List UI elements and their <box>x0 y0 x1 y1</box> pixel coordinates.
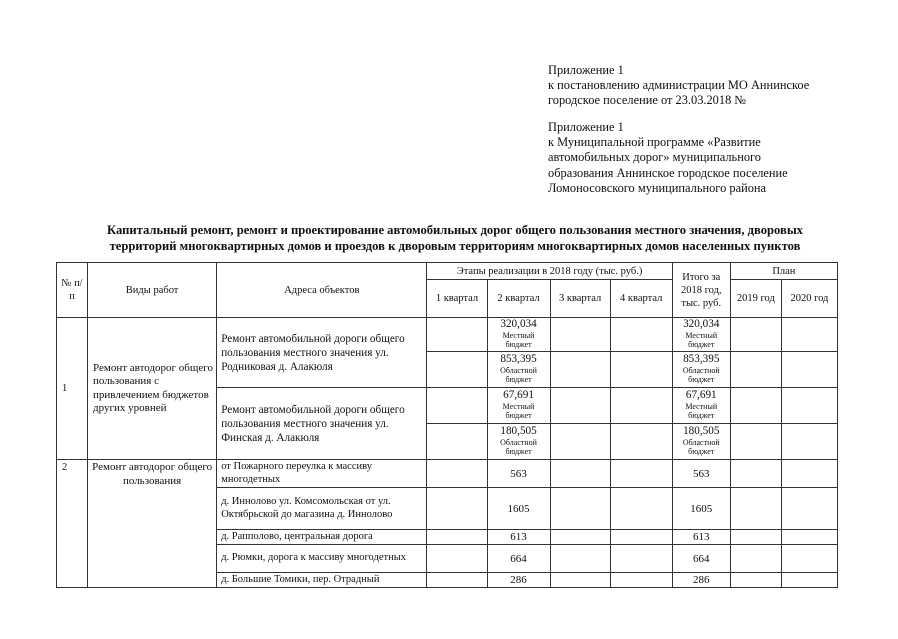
budget-source-label: Областной бюджет <box>682 437 720 457</box>
plan-2020-cell <box>781 352 837 388</box>
q3-cell <box>550 352 610 388</box>
header-q1: 1 квартал <box>427 280 487 318</box>
plan-2019-cell <box>730 318 781 352</box>
table-row <box>57 318 838 352</box>
plan-2019-cell <box>730 488 781 530</box>
q2-value: 853,395 <box>500 353 537 366</box>
appendix-line: городское поселение от 23.03.2018 № <box>548 93 747 108</box>
budget-source-label: Местный бюджет <box>685 330 718 350</box>
plan-2019-cell <box>730 388 781 424</box>
total-cell <box>672 318 730 352</box>
q1-cell <box>427 318 487 352</box>
total-value: 664 <box>672 545 730 573</box>
table-row <box>57 460 838 488</box>
work-type-cell: Ремонт автодорог общего пользования с привлечением бюджетов других уровней <box>88 318 217 460</box>
appendix-line: к постановлению администрации МО Аннинское <box>548 78 810 93</box>
q2-cell <box>487 388 550 424</box>
q2-value: 320,034 <box>500 318 537 331</box>
address-cell: д. Иннолово ул. Комсомольская от ул. Октябрьской до магазина д. Иннолово <box>217 488 427 530</box>
plan-2019-cell <box>730 424 781 460</box>
q4-cell <box>610 352 672 388</box>
budget-source-label: Местный бюджет <box>502 330 535 350</box>
plan-2019-cell <box>730 460 781 488</box>
q4-cell <box>610 488 672 530</box>
q2-value: 286 <box>487 573 550 588</box>
document-title <box>70 222 840 254</box>
q4-cell <box>610 530 672 545</box>
q1-cell <box>427 424 487 460</box>
address-cell: Ремонт автомобильной дороги общего пользования местного значения ул. Финская д. Алакюля <box>217 388 427 460</box>
appendix-line: образования Аннинское городское поселение <box>548 165 788 180</box>
header-row <box>57 263 838 280</box>
total-value: 613 <box>672 530 730 545</box>
header-work-type: Виды работ <box>88 263 217 318</box>
work-type-cell: Ремонт автодорог общего пользования <box>88 460 217 588</box>
row-num: 1 <box>57 318 88 460</box>
plan-2020-cell <box>781 573 837 588</box>
total-value: 1605 <box>672 488 730 530</box>
plan-2020-cell <box>781 488 837 530</box>
q1-cell <box>427 488 487 530</box>
plan-2020-cell <box>781 460 837 488</box>
q3-cell <box>550 530 610 545</box>
appendix-program-header <box>548 120 788 196</box>
q2-cell <box>487 424 550 460</box>
address-cell: д. Рюмки, дорога к массиву многодетных <box>217 545 427 573</box>
q3-cell <box>550 460 610 488</box>
appendix-resolution-header <box>548 63 809 109</box>
appendix-line: Ломоносовского муниципального района <box>548 180 767 195</box>
q4-cell <box>610 573 672 588</box>
total-cell <box>672 424 730 460</box>
total-value: 320,034 <box>683 318 720 331</box>
total-value: 180,505 <box>683 425 720 438</box>
header-address: Адреса объектов <box>217 263 427 318</box>
q1-cell <box>427 530 487 545</box>
q4-cell <box>610 460 672 488</box>
header-year-2019: 2019 год <box>730 280 781 318</box>
address-cell: д. Рапполово, центральная дорога <box>217 530 427 545</box>
header-total: Итого за 2018 год, тыс. руб. <box>672 263 730 318</box>
plan-2020-cell <box>781 530 837 545</box>
q2-value: 613 <box>487 530 550 545</box>
q2-value: 180,505 <box>500 425 537 438</box>
q3-cell <box>550 488 610 530</box>
title-line: Капитальный ремонт, ремонт и проектирование автомобильных дорог общего пользования местного значения, дворовых <box>107 223 803 237</box>
address-cell: от Пожарного переулка к массиву многодетных <box>217 460 427 488</box>
header-stages: Этапы реализации в 2018 году (тыс. руб.) <box>427 263 672 280</box>
plan-2020-cell <box>781 318 837 352</box>
q4-cell <box>610 318 672 352</box>
plan-2020-cell <box>781 545 837 573</box>
q2-value: 1605 <box>487 488 550 530</box>
q1-cell <box>427 352 487 388</box>
total-value: 286 <box>672 573 730 588</box>
total-value: 563 <box>672 460 730 488</box>
q3-cell <box>550 573 610 588</box>
budget-source-label: Местный бюджет <box>685 401 718 421</box>
q3-cell <box>550 388 610 424</box>
budget-source-label: Областной бюджет <box>500 437 537 457</box>
q1-cell <box>427 545 487 573</box>
appendix-line: Приложение 1 <box>548 120 624 134</box>
appendix-line: к Муниципальной программе «Развитие <box>548 135 761 150</box>
q2-value: 664 <box>487 545 550 573</box>
plan-2019-cell <box>730 530 781 545</box>
budget-source-label: Областной бюджет <box>500 365 537 385</box>
row-num: 2 <box>57 460 88 588</box>
appendix-line: автомобильных дорог» муниципального <box>548 150 761 165</box>
budget-source-label: Областной бюджет <box>682 365 720 385</box>
q2-cell <box>487 352 550 388</box>
q4-cell <box>610 545 672 573</box>
appendix-line: Приложение 1 <box>548 63 624 77</box>
plan-2020-cell <box>781 424 837 460</box>
total-cell <box>672 352 730 388</box>
header-plan: План <box>730 263 837 280</box>
total-value: 67,691 <box>685 389 717 402</box>
plan-2019-cell <box>730 352 781 388</box>
plan-2019-cell <box>730 573 781 588</box>
address-cell: д. Большие Томики, пер. Отрадный <box>217 573 427 588</box>
header-num: № п/п <box>57 263 88 318</box>
header-q2: 2 квартал <box>487 280 550 318</box>
q2-value: 563 <box>487 460 550 488</box>
q1-cell <box>427 573 487 588</box>
q2-cell <box>487 318 550 352</box>
q3-cell <box>550 318 610 352</box>
q1-cell <box>427 388 487 424</box>
q4-cell <box>610 424 672 460</box>
q4-cell <box>610 388 672 424</box>
header-q4: 4 квартал <box>610 280 672 318</box>
budget-source-label: Местный бюджет <box>502 401 535 421</box>
q2-value: 67,691 <box>503 389 534 402</box>
total-value: 853,395 <box>683 353 720 366</box>
header-q3: 3 квартал <box>550 280 610 318</box>
address-cell: Ремонт автомобильной дороги общего пользования местного значения ул. Родниковая д. Алакюля <box>217 318 427 388</box>
plan-2020-cell <box>781 388 837 424</box>
title-line: территорий многоквартирных домов и проездов к дворовым территориям многоквартирных домов населенных пунктов <box>109 239 801 253</box>
plan-2019-cell <box>730 545 781 573</box>
total-cell <box>672 388 730 424</box>
q3-cell <box>550 424 610 460</box>
q1-cell <box>427 460 487 488</box>
works-table <box>56 262 838 588</box>
header-year-2020: 2020 год <box>781 280 837 318</box>
q3-cell <box>550 545 610 573</box>
